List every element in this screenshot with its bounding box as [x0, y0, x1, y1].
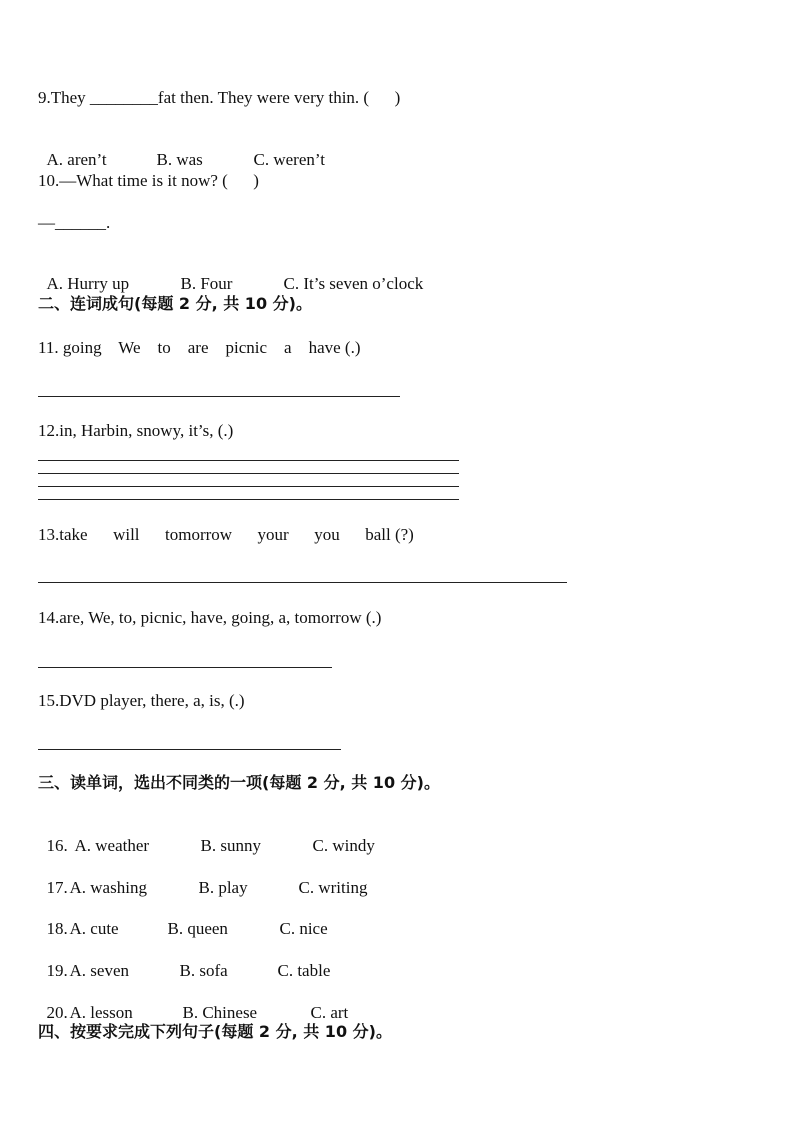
question-10-options — [38, 254, 423, 294]
question-19 — [38, 941, 330, 981]
question-9-stem: 9.They ________fat then. They were very thin. ( ) — [38, 88, 401, 107]
option-b: B. sofa — [179, 961, 228, 980]
question-16 — [38, 816, 375, 856]
section-2-heading: 二、连词成句(每题 2 分, 共 10 分)。 — [38, 294, 312, 313]
option-a: A. seven — [69, 961, 129, 980]
question-14-stem: 14.are, We, to, picnic, have, going, a, tomorrow (.) — [38, 608, 382, 627]
answer-line-12d[interactable] — [38, 499, 459, 500]
question-13-stem: 13.take will tomorrow your you ball (?) — [38, 525, 414, 544]
option-a: A. weather — [74, 836, 150, 855]
question-10-answer-line: —______. — [38, 213, 111, 232]
question-number: 20. — [46, 1003, 68, 1022]
question-number: 19. — [46, 961, 68, 980]
option-b: B. Four — [180, 274, 233, 293]
option-b: B. sunny — [200, 836, 261, 855]
answer-line-15[interactable] — [38, 749, 341, 750]
question-12-stem: 12.in, Harbin, snowy, it’s, (.) — [38, 421, 234, 440]
option-b: B. play — [198, 878, 248, 897]
option-c: C. weren’t — [253, 150, 325, 169]
option-b: B. Chinese — [182, 1003, 258, 1022]
answer-line-11[interactable] — [38, 396, 400, 397]
question-10-stem: 10.—What time is it now? ( ) — [38, 171, 259, 190]
answer-line-12a[interactable] — [38, 460, 459, 461]
option-a: A. aren’t — [46, 150, 107, 169]
answer-line-12b[interactable] — [38, 473, 459, 474]
section-3-heading: 三、读单词，选出不同类的一项(每题 2 分, 共 10 分)。 — [38, 773, 440, 792]
option-a: A. lesson — [69, 1003, 133, 1022]
question-18 — [38, 899, 328, 939]
section-4-heading: 四、按要求完成下列句子(每题 2 分, 共 10 分)。 — [38, 1022, 392, 1041]
option-c: C. nice — [279, 919, 328, 938]
option-c: C. writing — [298, 878, 368, 897]
option-a: A. Hurry up — [46, 274, 130, 293]
question-11-stem: 11. going We to are picnic a have (.) — [38, 338, 361, 357]
option-c: C. It’s seven o’clock — [283, 274, 424, 293]
option-a: A. washing — [69, 878, 147, 897]
question-number: 16. — [46, 836, 68, 855]
option-b: B. was — [156, 150, 203, 169]
answer-line-12c[interactable] — [38, 486, 459, 487]
question-20 — [38, 983, 348, 1023]
option-c: C. art — [310, 1003, 349, 1022]
answer-line-14[interactable] — [38, 667, 332, 668]
answer-line-13[interactable] — [38, 582, 567, 583]
question-15-stem: 15.DVD player, there, a, is, (.) — [38, 691, 245, 710]
question-number: 17. — [46, 878, 68, 897]
question-17 — [38, 858, 367, 898]
question-9-options — [38, 130, 325, 170]
question-number: 18. — [46, 919, 68, 938]
option-b: B. queen — [167, 919, 228, 938]
option-c: C. windy — [312, 836, 375, 855]
option-c: C. table — [277, 961, 331, 980]
option-a: A. cute — [69, 919, 119, 938]
